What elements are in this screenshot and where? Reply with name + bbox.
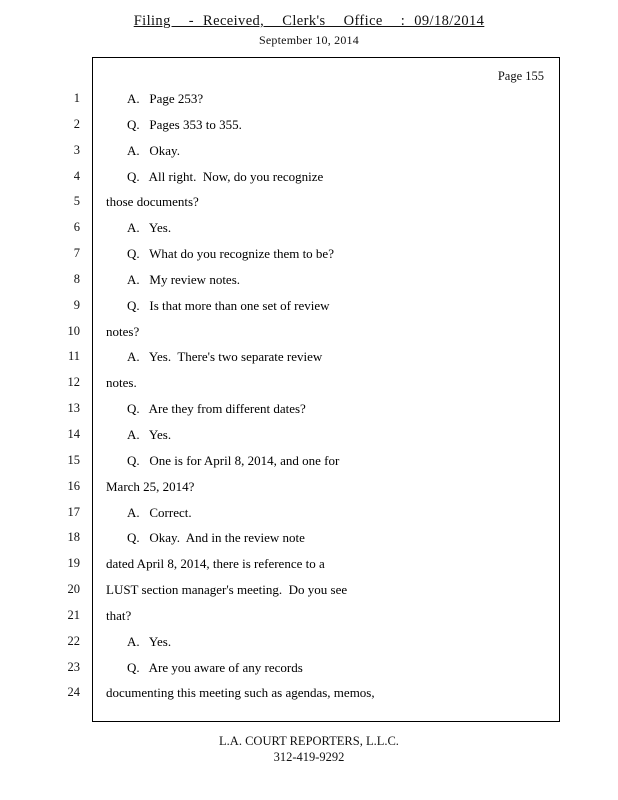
filing-header — [0, 12, 618, 48]
line-text: A. Yes. — [127, 220, 172, 236]
line-number: 16 — [67, 478, 80, 493]
transcript-line — [0, 530, 618, 556]
transcript-line — [0, 194, 618, 220]
line-text: Q. Okay. And in the review note — [127, 530, 305, 546]
transcript-line — [0, 246, 618, 272]
reporter-phone: 312-419-9292 — [273, 750, 345, 764]
line-number: 15 — [67, 452, 80, 467]
transcript-line — [0, 505, 618, 531]
transcript-line — [0, 453, 618, 479]
line-text: Q. One is for April 8, 2014, and one for — [127, 452, 340, 468]
line-text: A. Correct. — [127, 504, 192, 520]
filing-date-text: September 10, 2014 — [259, 33, 359, 47]
transcript-line — [0, 143, 618, 169]
transcript-line — [0, 401, 618, 427]
filing-stamp-text: Filing - Received, Clerk's Office : 09/18/2014 — [133, 13, 485, 29]
line-text: documenting this meeting such as agendas, memos, — [106, 685, 375, 701]
line-number: 24 — [67, 685, 80, 700]
transcript-line — [0, 169, 618, 195]
line-number: 9 — [73, 297, 80, 312]
transcript-line — [0, 634, 618, 660]
line-number: 22 — [67, 633, 80, 648]
transcript-line — [0, 91, 618, 117]
line-number: 19 — [67, 556, 80, 571]
line-number: 13 — [67, 401, 80, 416]
line-number: 6 — [73, 220, 80, 235]
line-text: A. Yes. There's two separate review — [127, 349, 323, 365]
page-number-label: Page 155 — [497, 69, 544, 83]
line-number: 5 — [73, 194, 80, 209]
line-text: that? — [106, 607, 132, 623]
line-text: A. My review notes. — [127, 271, 241, 287]
line-number: 20 — [67, 582, 80, 597]
transcript-line — [0, 272, 618, 298]
line-number: 14 — [67, 426, 80, 441]
line-number: 10 — [67, 323, 80, 338]
line-number: 4 — [73, 168, 80, 183]
line-text: A. Yes. — [127, 426, 172, 442]
line-text: A. Okay. — [127, 142, 180, 158]
line-text: A. Page 253? — [127, 91, 204, 106]
line-number: 7 — [73, 246, 80, 261]
transcript-line — [0, 375, 618, 401]
line-number: 2 — [73, 116, 80, 131]
line-number: 23 — [67, 659, 80, 674]
line-text: March 25, 2014? — [106, 478, 195, 494]
line-text: notes. — [106, 375, 137, 391]
line-text: those documents? — [106, 194, 199, 210]
line-number: 3 — [73, 142, 80, 157]
transcript-line — [0, 582, 618, 608]
reporter-footer — [0, 733, 618, 765]
line-text: Q. Are they from different dates? — [127, 401, 306, 417]
line-text: Q. Pages 353 to 355. — [127, 116, 242, 132]
line-number: 1 — [73, 91, 80, 105]
transcript-line — [0, 349, 618, 375]
reporter-company: L.A. COURT REPORTERS, L.L.C. — [219, 734, 399, 748]
line-text: Q. All right. Now, do you recognize — [127, 168, 324, 184]
line-text: Q. What do you recognize them to be? — [127, 246, 334, 262]
transcript-line — [0, 556, 618, 582]
line-number: 12 — [67, 375, 80, 390]
line-number: 21 — [67, 607, 80, 622]
line-number: 18 — [67, 530, 80, 545]
transcript-line — [0, 298, 618, 324]
transcript-line — [0, 117, 618, 143]
line-text: A. Yes. — [127, 633, 172, 649]
transcript-line — [0, 324, 618, 350]
transcript-line — [0, 660, 618, 686]
line-number: 11 — [67, 349, 80, 364]
transcript-line — [0, 427, 618, 453]
transcript-line — [0, 608, 618, 634]
line-text: notes? — [106, 323, 140, 339]
transcript-line — [0, 479, 618, 505]
line-number: 8 — [73, 271, 80, 286]
line-text: LUST section manager's meeting. Do you see — [106, 582, 348, 598]
transcript-lines — [0, 91, 618, 711]
line-text: Q. Are you aware of any records — [127, 659, 303, 675]
transcript-line — [0, 685, 618, 711]
line-number: 17 — [67, 504, 80, 519]
line-text: dated April 8, 2014, there is reference to a — [106, 556, 325, 572]
transcript-line — [0, 220, 618, 246]
line-text: Q. Is that more than one set of review — [127, 297, 330, 313]
